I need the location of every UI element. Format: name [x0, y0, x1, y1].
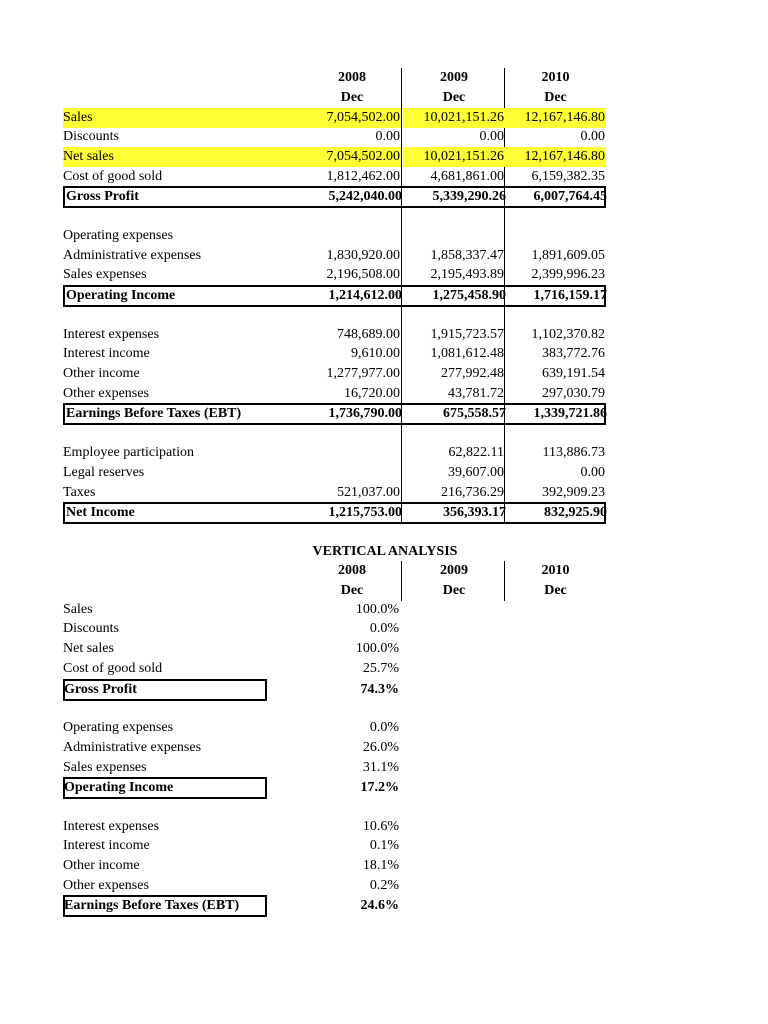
value-2008: 17.2%	[360, 780, 399, 795]
value-2008: 0.0%	[369, 720, 399, 735]
va-row-other-income	[63, 856, 606, 876]
value-2008: 0.0%	[369, 621, 399, 636]
row-label: Employee participation	[63, 445, 195, 460]
value-2008: 1,214,612.00	[328, 288, 402, 303]
value-2010: 639,191.54	[542, 366, 605, 381]
value-2009: 0.00	[479, 129, 504, 144]
value-2010: 1,891,609.05	[531, 248, 605, 263]
row-label: Other income	[63, 858, 140, 873]
header-year: 2010	[541, 563, 570, 578]
va-row-gross-profit	[63, 680, 606, 700]
va-row-operating-income	[63, 778, 606, 798]
value-2008: 0.00	[375, 129, 400, 144]
value-2009: 62,822.11	[448, 445, 504, 460]
header-period: Dec	[544, 90, 567, 105]
value-2009: 10,021,151.26	[403, 108, 505, 128]
value-2008: 2,196,508.00	[326, 267, 400, 282]
row-label: Cost of good sold	[63, 661, 163, 676]
value-2009: 216,736.29	[441, 485, 504, 500]
header-2009	[403, 68, 505, 108]
value-2008: 16,720.00	[344, 386, 400, 401]
row-label: Net sales	[63, 147, 303, 167]
row-label: Other income	[63, 366, 140, 381]
row-employee-participation	[63, 443, 606, 463]
row-label: Operating expenses	[63, 720, 174, 735]
value-2010: 2,399,996.23	[531, 267, 605, 282]
row-label: Gross Profit	[64, 682, 137, 697]
row-label: Net Income	[66, 505, 135, 520]
row-label: Sales expenses	[63, 267, 147, 282]
va-row-administrative-expenses	[63, 738, 606, 758]
row-discounts	[63, 127, 606, 147]
row-label: Interest income	[63, 346, 150, 361]
value-2009: 2,195,493.89	[430, 267, 504, 282]
value-2008: 5,242,040.00	[328, 189, 402, 204]
header-year: 2008	[338, 70, 366, 85]
row-net-sales	[63, 147, 606, 167]
header-year: 2010	[541, 70, 570, 85]
va-header-2008	[303, 561, 401, 601]
header-2010	[505, 68, 606, 108]
row-cost-of-good-sold	[63, 167, 606, 187]
value-2008: 748,689.00	[337, 327, 400, 342]
row-interest-expenses	[63, 325, 606, 345]
value-2008: 9,610.00	[351, 346, 400, 361]
value-2008: 18.1%	[362, 858, 399, 873]
row-label: Other expenses	[63, 386, 149, 401]
row-administrative-expenses	[63, 246, 606, 266]
row-label: Interest expenses	[63, 327, 160, 342]
value-2009: 5,339,290.26	[432, 189, 506, 204]
value-2010: 1,339,721.86	[533, 406, 607, 421]
row-net-income	[63, 502, 606, 524]
value-2010: 6,007,764.45	[533, 189, 607, 204]
value-2009: 1,858,337.47	[430, 248, 504, 263]
row-label: Operating expenses	[63, 228, 174, 243]
row-gross-profit	[63, 186, 606, 208]
row-label: Sales	[63, 602, 93, 617]
header-period: Dec	[544, 583, 567, 598]
value-2008: 1,215,753.00	[328, 505, 402, 520]
value-2008: 1,812,462.00	[326, 169, 400, 184]
value-2008: 0.1%	[369, 838, 399, 853]
row-label: Operating Income	[66, 288, 176, 303]
value-2008: 7,054,502.00	[303, 108, 401, 128]
header-year: 2009	[440, 563, 468, 578]
row-label: Discounts	[63, 621, 119, 636]
row-operating-income	[63, 285, 606, 307]
va-header-2009	[403, 561, 505, 601]
row-label: Interest income	[63, 838, 150, 853]
header-period: Dec	[340, 90, 364, 105]
va-row-sales	[63, 600, 606, 620]
value-2009: 277,992.48	[441, 366, 504, 381]
value-2008: 0.2%	[369, 878, 399, 893]
value-2010: 832,925.90	[544, 505, 607, 520]
value-2008: 74.3%	[360, 682, 399, 697]
value-2009: 10,021,151.26	[403, 147, 505, 167]
row-label: Gross Profit	[66, 189, 139, 204]
value-2009: 39,607.00	[448, 465, 504, 480]
va-row-sales-expenses	[63, 758, 606, 778]
row-taxes	[63, 483, 606, 503]
va-row-discounts	[63, 619, 606, 639]
value-2010: 1,716,159.17	[533, 288, 607, 303]
row-interest-income	[63, 344, 606, 364]
va-row-ebt	[63, 896, 606, 916]
row-label: Earnings Before Taxes (EBT)	[66, 406, 242, 421]
value-2008: 10.6%	[362, 819, 399, 834]
header-period: Dec	[442, 90, 466, 105]
value-2010: 113,886.73	[542, 445, 605, 460]
row-label: Administrative expenses	[63, 248, 202, 263]
value-2010: 0.00	[580, 129, 605, 144]
value-2010: 1,102,370.82	[531, 327, 605, 342]
row-label: Operating Income	[64, 780, 174, 795]
row-sales	[63, 108, 606, 128]
header-year: 2009	[440, 70, 468, 85]
value-2009: 43,781.72	[448, 386, 504, 401]
value-2010: 0.00	[580, 465, 605, 480]
value-2010: 383,772.76	[542, 346, 605, 361]
header-period: Dec	[340, 583, 364, 598]
value-2008: 100.0%	[355, 641, 399, 656]
value-2009: 1,081,612.48	[430, 346, 504, 361]
value-2010: 12,167,146.80	[505, 108, 606, 128]
row-label: Sales expenses	[63, 760, 147, 775]
value-2009: 4,681,861.00	[430, 169, 504, 184]
row-sales-expenses	[63, 265, 606, 285]
value-2010: 6,159,382.35	[531, 169, 605, 184]
va-row-other-expenses	[63, 876, 606, 896]
header-period: Dec	[442, 583, 466, 598]
value-2010: 297,030.79	[542, 386, 605, 401]
va-row-interest-expenses	[63, 817, 606, 837]
value-2008: 24.6%	[360, 898, 399, 913]
row-label: Other expenses	[63, 878, 149, 893]
row-ebt	[63, 403, 606, 425]
row-label: Cost of good sold	[63, 169, 163, 184]
row-label: Discounts	[63, 129, 119, 144]
header-year: 2008	[338, 563, 366, 578]
value-2008: 25.7%	[362, 661, 399, 676]
value-2010: 12,167,146.80	[505, 147, 606, 167]
value-2008	[303, 443, 401, 463]
value-2010: 392,909.23	[542, 485, 605, 500]
column-divider	[504, 561, 505, 601]
va-row-cost-of-good-sold	[63, 659, 606, 679]
row-label: Earnings Before Taxes (EBT)	[64, 898, 240, 913]
row-operating-expenses	[63, 226, 606, 246]
value-2008: 1,830,920.00	[326, 248, 400, 263]
value-2009: 1,275,458.90	[432, 288, 506, 303]
row-label: Interest expenses	[63, 819, 160, 834]
value-2008: 1,736,790.00	[328, 406, 402, 421]
row-label: Taxes	[63, 485, 96, 500]
row-label: Net sales	[63, 641, 114, 656]
row-other-expenses	[63, 384, 606, 404]
row-other-income	[63, 364, 606, 384]
header-2008	[303, 68, 401, 108]
value-2008: 7,054,502.00	[303, 147, 401, 167]
value-2008: 31.1%	[362, 760, 399, 775]
value-2008	[303, 463, 401, 483]
row-label: Sales	[63, 108, 303, 128]
column-divider	[401, 561, 402, 601]
value-2009: 675,558.57	[443, 406, 506, 421]
va-header-2010	[505, 561, 606, 601]
va-row-interest-income	[63, 836, 606, 856]
row-label: Administrative expenses	[63, 740, 202, 755]
row-label: Legal reserves	[63, 465, 145, 480]
value-2008: 1,277,977.00	[326, 366, 400, 381]
value-2008: 100.0%	[355, 602, 399, 617]
va-row-net-sales	[63, 639, 606, 659]
value-2008: 521,037.00	[337, 485, 400, 500]
value-2009: 356,393.17	[443, 505, 506, 520]
vertical-analysis-title: VERTICAL ANALYSIS	[312, 544, 458, 559]
value-2008: 26.0%	[362, 740, 399, 755]
value-2009: 1,915,723.57	[430, 327, 504, 342]
va-row-operating-expenses	[63, 718, 606, 738]
row-legal-reserves	[63, 463, 606, 483]
